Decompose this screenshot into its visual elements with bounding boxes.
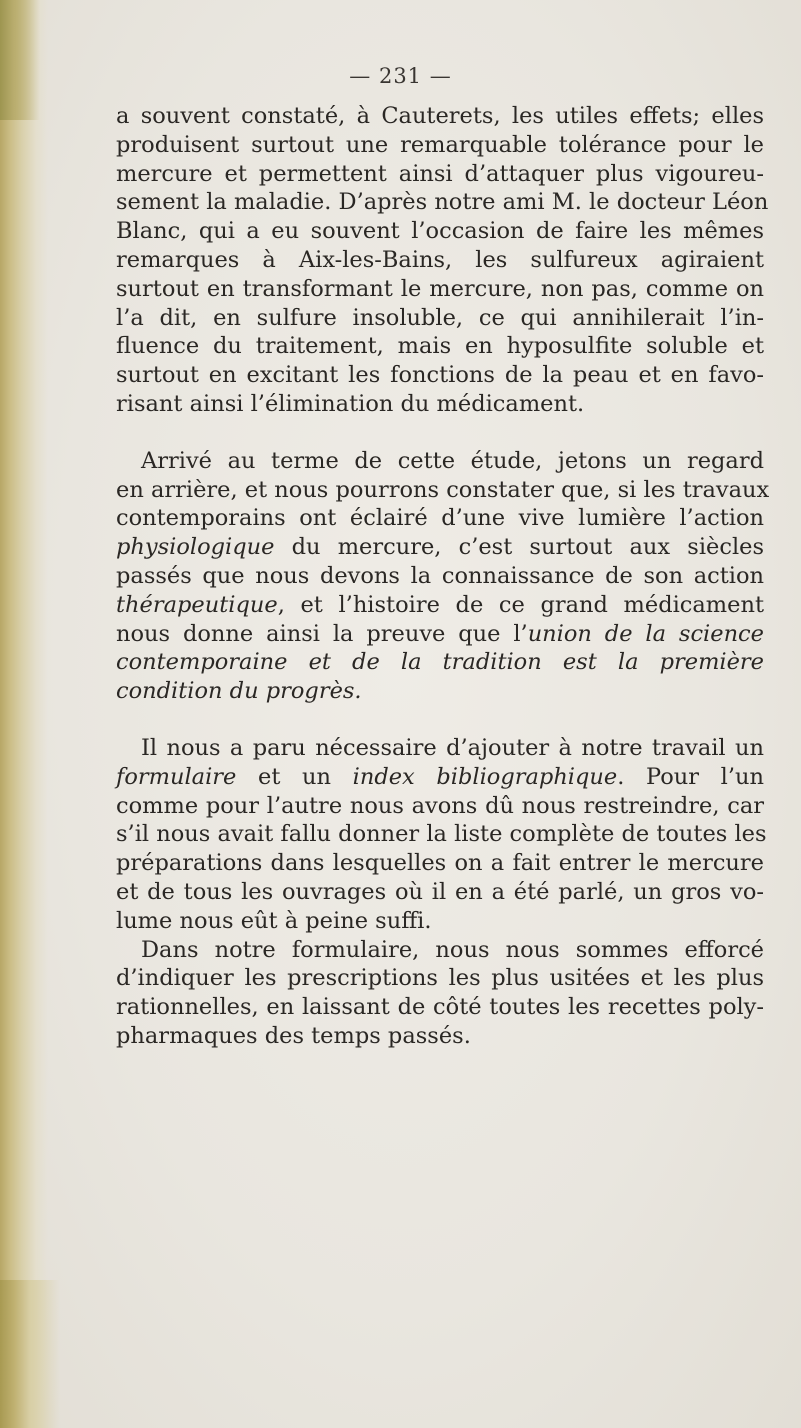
text-line: [116, 533, 764, 562]
italic-term: index bibliographique: [352, 763, 618, 790]
text-fragment: , et l’histoire de ce grand médicament: [277, 591, 764, 618]
text-line: passés que nous devons la connaissance de son action: [116, 562, 764, 589]
italic-term: formulaire: [116, 763, 237, 790]
text-line: a souvent constaté, à Cauterets, les utiles effets; elles: [116, 103, 764, 129]
paragraph-3: [116, 734, 767, 936]
text-line: s’il nous avait fallu donner la liste complète de toutes les: [116, 821, 767, 848]
page-edge-stain-bottom: [0, 1280, 60, 1428]
paragraph-4: [116, 936, 764, 1051]
text-line: pharmaques des temps passés.: [116, 1022, 471, 1049]
italic-text: condition du progrès.: [116, 678, 362, 705]
paragraph-gap: [116, 419, 764, 447]
text-line: préparations dans lesquelles on a fait entrer le mercure: [116, 850, 764, 877]
text-fragment: . Pour l’un: [617, 763, 765, 790]
text-fragment: et un: [258, 763, 331, 790]
text-line: d’indiquer les prescriptions les plus usitées et les plus: [116, 965, 764, 992]
text-line: surtout en excitant les fonctions de la peau et en favo-: [116, 362, 764, 389]
text-line: rationnelles, en laissant de côté toutes les recettes poly-: [116, 994, 764, 1021]
text-line: [116, 591, 764, 620]
text-line: [116, 677, 764, 706]
text-line: remarques à Aix-les-Bains, les sulfureux agiraient: [116, 246, 764, 273]
paragraph-1: [116, 102, 769, 419]
body-text: [116, 102, 770, 1051]
paragraph-gap: [116, 706, 764, 734]
paragraph-2: [116, 447, 770, 706]
page-edge-stain-top: [0, 0, 40, 120]
text-line: [116, 648, 764, 677]
text-line: Dans notre formulaire, nous nous sommes efforcé: [141, 936, 764, 963]
text-line: risant ainsi l’élimination du médicament.: [116, 390, 585, 417]
text-line: contemporains ont éclairé d’une vive lumière l’action: [116, 505, 764, 532]
text-line: lume nous eût à peine suffi.: [116, 907, 432, 934]
page-edge-shadow: [0, 0, 48, 1428]
italic-term: physiologique: [116, 534, 275, 561]
text-line: [116, 763, 764, 792]
text-fragment: nous donne ainsi la preuve que l’: [116, 620, 528, 647]
text-line: sement la maladie. D’après notre ami M. le docteur Léon: [116, 189, 769, 216]
text-line: comme pour l’autre nous avons dû nous restreindre, car: [116, 792, 764, 819]
page-number: — 231 —: [349, 64, 452, 88]
text-line: [116, 620, 764, 649]
text-line: Arrivé au terme de cette étude, jetons un regard: [141, 447, 764, 474]
italic-text: contemporaine et de la tradition est la première: [116, 649, 764, 676]
text-line: et de tous les ouvrages où il en a été parlé, un gros vo-: [116, 878, 764, 905]
text-line: l’a dit, en sulfure insoluble, ce qui annihilerait l’in-: [116, 304, 764, 331]
italic-term: thérapeutique: [116, 591, 278, 618]
text-line: fluence du traitement, mais en hyposulfite soluble et: [116, 333, 764, 360]
text-line: mercure et permettent ainsi d’attaquer plus vigoureu-: [116, 160, 764, 187]
text-line: Blanc, qui a eu souvent l’occasion de faire les mêmes: [116, 218, 764, 245]
italic-term: union de la science: [527, 620, 764, 647]
text-line: surtout en transformant le mercure, non pas, comme on: [116, 275, 764, 302]
text-fragment: du mercure, c’est surtout aux siècles: [291, 534, 765, 561]
text-line: en arrière, et nous pourrons constater que, si les travaux: [116, 476, 770, 503]
text-line: Il nous a paru nécessaire d’ajouter à notre travail un: [141, 734, 764, 761]
text-line: produisent surtout une remarquable tolérance pour le: [116, 131, 764, 158]
